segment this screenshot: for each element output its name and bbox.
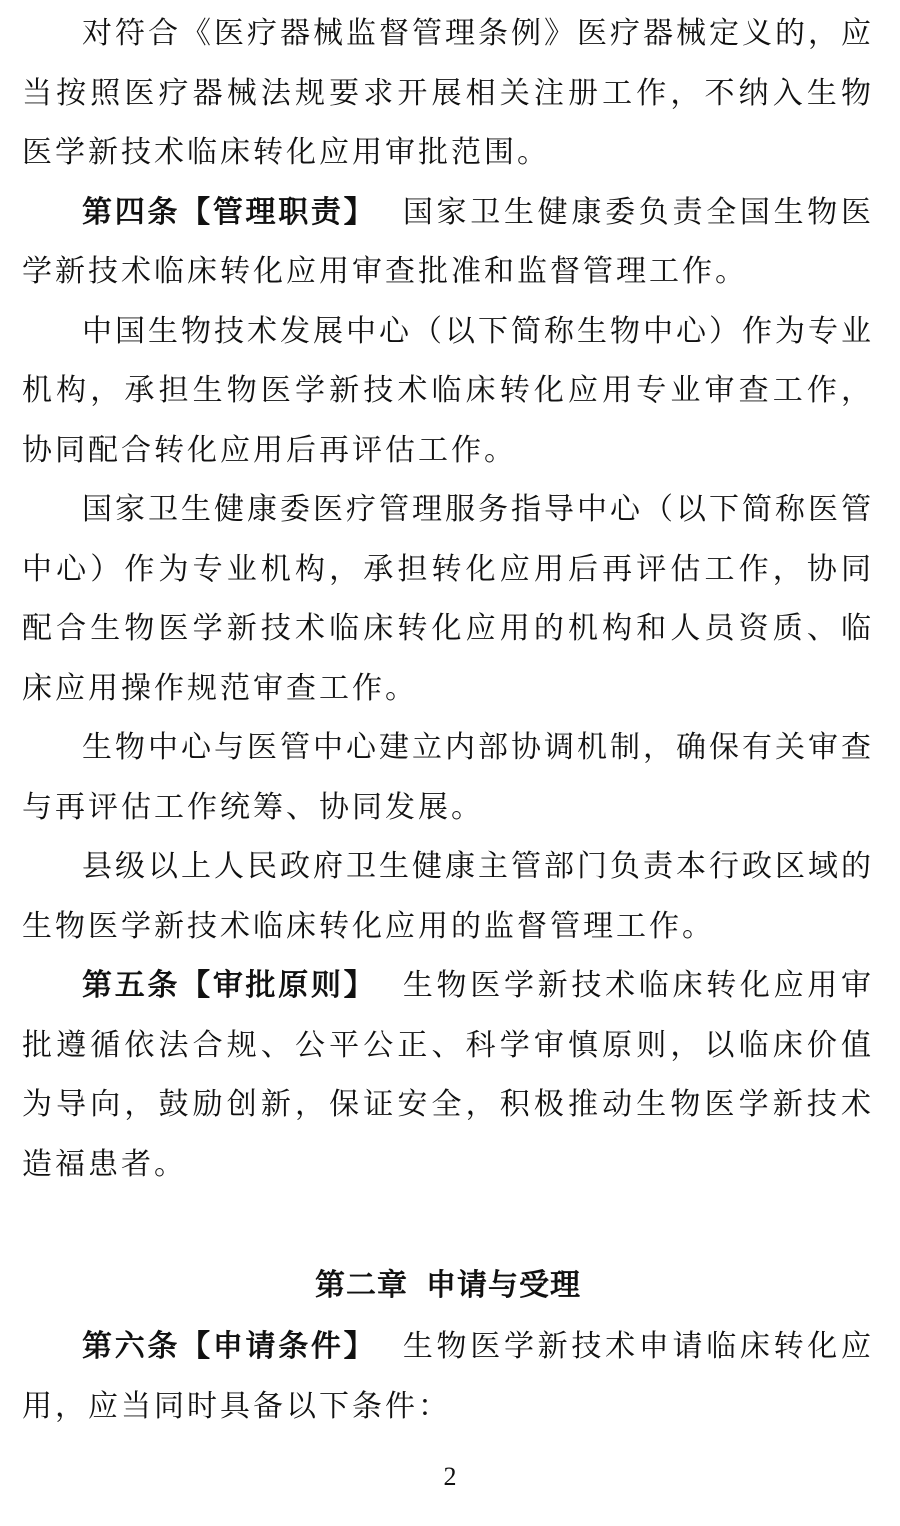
paragraph-local-authority: 县级以上人民政府卫生健康主管部门负责本行政区域的生物医学新技术临床转化应用的监督管理工作。 — [22, 849, 874, 944]
chapter-title: 申请与受理 — [426, 1268, 581, 1303]
chapter-number: 第二章 — [315, 1268, 408, 1303]
article-4 — [22, 183, 874, 302]
article-5-heading: 第五条【审批原则】 — [82, 968, 377, 1003]
page-number: 2 — [443, 1462, 457, 1491]
chapter-heading — [22, 1255, 874, 1317]
article-5 — [22, 956, 874, 1194]
article-6 — [22, 1317, 874, 1436]
article-6-body: 生物医学新技术申请临床转化应用，应当同时具备以下条件： — [22, 1329, 875, 1424]
article-5-body: 生物医学新技术临床转化应用审批遵循依法合规、公平公正、科学审慎原则，以临床价值为导向，鼓励创新，保证安全，积极推动生物医学新技术造福患者。 — [22, 968, 875, 1182]
article-4-heading: 第四条【管理职责】 — [82, 194, 377, 230]
paragraph-medical-management-center: 国家卫生健康委医疗管理服务指导中心（以下简称医管中心）作为专业机构，承担转化应用后再评估工作，协同配合生物医学新技术临床转化应用的机构和人员资质、临床应用操作规范审查工作。 — [22, 492, 874, 706]
paragraph-medical-device: 对符合《医疗器械监督管理条例》医疗器械定义的，应当按照医疗器械法规要求开展相关注册工作，不纳入生物医学新技术临床转化应用审批范围。 — [22, 16, 874, 170]
article-4-body: 国家卫生健康委负责全国生物医学新技术临床转化应用审查批准和监督管理工作。 — [22, 194, 875, 289]
paragraph-bio-center: 中国生物技术发展中心（以下简称生物中心）作为专业机构，承担生物医学新技术临床转化应用专业审查工作，协同配合转化应用后再评估工作。 — [22, 313, 874, 468]
article-6-heading: 第六条【申请条件】 — [82, 1329, 377, 1364]
paragraph-coordination: 生物中心与医管中心建立内部协调机制，确保有关审查与再评估工作统筹、协同发展。 — [22, 730, 874, 825]
